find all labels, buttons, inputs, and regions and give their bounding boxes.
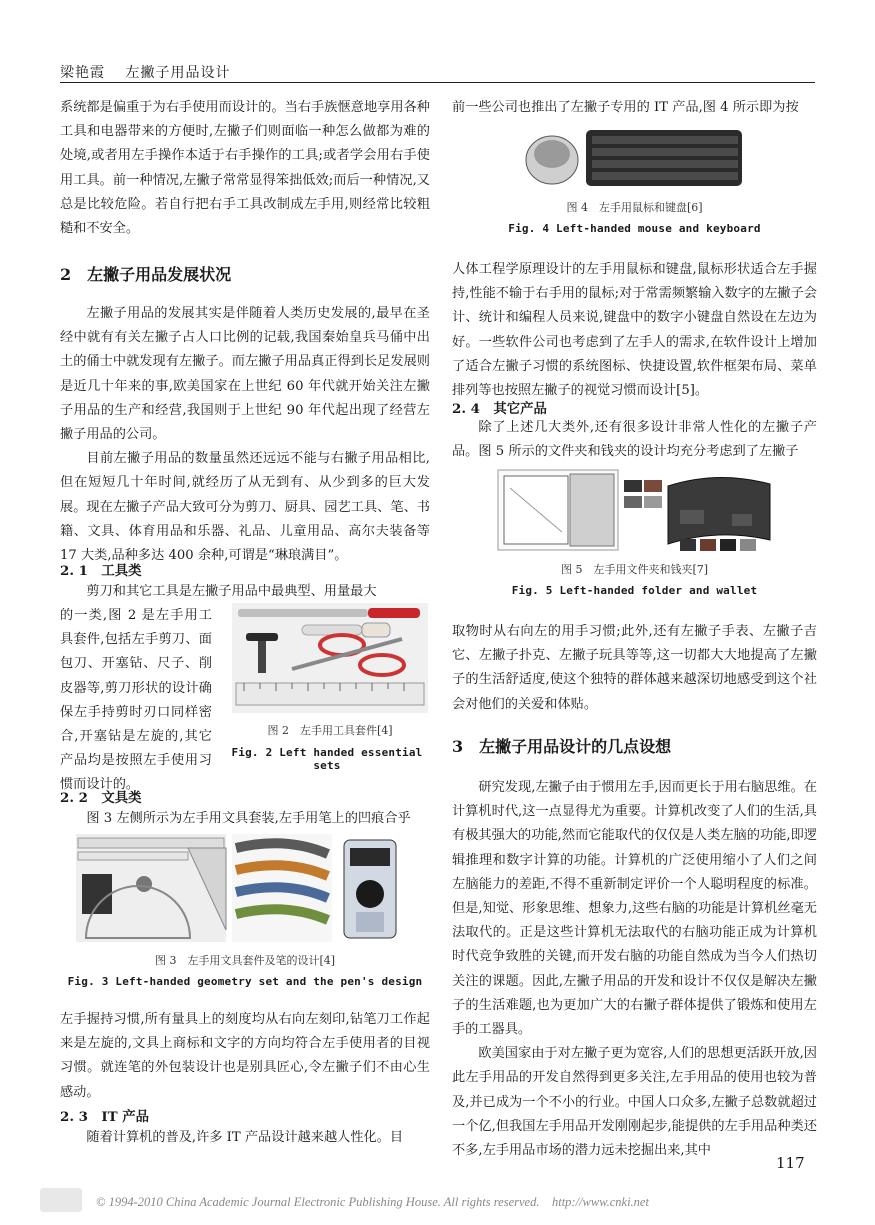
figure-5-caption-cn: 图 5 左手用文件夹和钱夹[7] xyxy=(560,563,709,576)
paragraph: 随着计算机的普及,许多 IT 产品设计越来越人性化。目 xyxy=(86,1130,404,1145)
figure-4-image xyxy=(524,126,746,190)
subsection-heading-2-3: 2. 3 IT 产品 xyxy=(60,1109,150,1125)
figure-2-caption-cn: 图 2 左手用工具套件[4] xyxy=(267,724,393,737)
left-handed-mouse-keyboard-illustration xyxy=(524,126,746,190)
running-header xyxy=(60,62,230,82)
paragraph xyxy=(60,580,430,604)
paragraph: 左手握持习惯,所有量具上的刻度均从右向左刻印,钻笔刀工作起来是左旋的,文具上商标和文字的方向均符合左手使用者的目视习惯。就连笔的外包装设计也是别具匠心,令左撇子们不由心生感动。 xyxy=(60,1012,430,1100)
page-number: 117 xyxy=(776,1154,805,1172)
figure-5-caption-en: Fig. 5 Left-handed folder and wallet xyxy=(511,584,758,597)
paragraph: 目前左撇子用品的数量虽然还远远不能与右撇子用品相比,但在短短几十年时间,就经历了从无到有、从少到多的巨大发展。现在左撇子产品大致可分为剪刀、厨具、园艺工具、笔、书籍、文具、体育用品和乐器、礼品、儿童用品、高尔夫装备等 17 大类,品种多达 400 余种,可谓是“琳琅满目”。 xyxy=(60,451,430,564)
paragraph: 左撇子用品的发展其实是伴随着人类历史发展的,最早在圣经中就有有关左撇子占人口比例的记载,我国秦始皇兵马俑中出土的俑士中就发现有左撇子。而左撇子用品真正得到长足发展则是近几十年来的事,欧美国家在上世纪 60 年代就开始关注左撇子用品的生产和经营,我国则于上世纪 90 年代起出现了经营左撇子用品的公司。 xyxy=(60,306,430,443)
figure-3-image xyxy=(76,834,414,942)
wallet-swatches xyxy=(680,536,780,550)
header-rule xyxy=(60,82,815,83)
header-author: 梁艳霞 xyxy=(60,65,105,81)
subsection-heading-2-2: 2. 2 文具类 xyxy=(60,790,142,806)
figure-2-caption-en: Fig. 2 Left handed essential sets xyxy=(231,746,423,772)
header-title: 左撇子用品设计 xyxy=(125,65,231,81)
subsection-heading-2-4: 2. 4 其它产品 xyxy=(452,401,547,417)
figure-3-caption-cn: 图 3 左手用文具套件及笔的设计[4] xyxy=(154,954,336,967)
paragraph: 人体工程学原理设计的左手用鼠标和键盘,鼠标形状适合左手握持,性能不输于右手用的鼠标;对于常需频繁输入数字的左撇子会计、统计和编程人员来说,键盘中的数字小键盘自然设在左边为好。一些软件公司也考虑到了左手人的需求,在软件设计上增加了适合左撇子习惯的系统图标、快捷设置,软件框架布局、菜单排列等也按照左撇子的视觉习惯而设计[5]。 xyxy=(452,262,817,399)
paragraph: 系统都是偏重于为右手使用而设计的。当右手族惬意地享用各种工具和电器带来的方便时,左撇子们则面临一种怎么做都为难的处境,或者用左手操作本适于右手操作的工具;或者学会用右手使用工具。前一种情况,左撇子常常显得笨拙低效;而后一种情况,又总是比较危险。若自行把右手工具改制成左手用,则经常比较粗糙和不安全。 xyxy=(60,100,430,237)
paragraph-wrap: 的一类,图 2 是左手用工具套件,包括左手剪刀、面包刀、开塞钻、尺子、削皮器等,剪刀形状的设计确保左手持剪时刃口同样密合,开塞钻是左旋的,其它产品均是按照左手使用习惯而设计的。 xyxy=(60,608,212,793)
paragraph: 图 3 左侧所示为左手用文具套装,左手用笔上的凹痕合乎 xyxy=(86,811,411,826)
paragraph-firstline: 剪刀和其它工具是左撇子用品中最典型、用量最大 xyxy=(86,584,377,599)
paragraph: 取物时从右向左的用手习惯;此外,还有左撇子手表、左撇子吉它、左撇子扑克、左撇子玩具等等,这一切都大大地提高了左撇子的生活舒适度,使这个独特的群体越来越深切地感受到这个社会对他们的关爱和体贴。 xyxy=(452,624,817,712)
figure-4-caption-en: Fig. 4 Left-handed mouse and keyboard xyxy=(508,222,761,235)
left-column xyxy=(60,96,430,241)
section-heading-2: 2 左撇子用品发展状况 xyxy=(60,265,232,284)
left-handed-tools-illustration xyxy=(232,603,428,713)
left-handed-stationery-illustration xyxy=(76,834,414,942)
paragraph: 欧美国家由于对左撇子更为宽容,人们的思想更活跃开放,因此左手用品的开发自然得到更多关注,左手用品的使用也较为普及,并已成为一个不小的行业。中国人口众多,左撇子总数就超过一个亿,但我国左手用品开发刚刚起步,能提供的左手用品种类还不多,左手用品市场的潜力远未挖掘出来,其中 xyxy=(452,1046,817,1159)
paragraph: 除了上述几大类外,还有很多设计非常人性化的左撇子产品。图 5 所示的文件夹和钱夹的设计均充分考虑到了左撇子 xyxy=(452,420,817,460)
section-heading-3: 3 左撇子用品设计的几点设想 xyxy=(452,737,672,756)
copyright-footer: © 1994-2010 China Academic Journal Electronic Publishing House. All rights reserved. http://www.cnki.net xyxy=(96,1195,649,1209)
figure-4-caption-cn: 图 4 左手用鼠标和键盘[6] xyxy=(566,201,703,214)
cnki-logo-icon xyxy=(40,1188,82,1212)
paragraph: 前一些公司也推出了左撇子专用的 IT 产品,图 4 所示即为按 xyxy=(452,100,799,115)
figure-3-caption-en: Fig. 3 Left-handed geometry set and the pen's design xyxy=(67,975,423,988)
figure-2-image xyxy=(232,603,428,713)
subsection-heading-2-1: 2. 1 工具类 xyxy=(60,563,142,579)
paragraph: 研究发现,左撇子由于惯用左手,因而更长于用右脑思维。在计算机时代,这一点显得尤为重要。计算机改变了人们的生活,具有极其强大的功能,然而它能取代的仅仅是人类左脑的功能,即逻辑推理和数字计算的功能。计算机的广泛使用缩小了人们之间左脑能力的差距,不得不重新制定评价一个人聪明程度的标准。但是,知觉、形象思维、想象力,这些右脑的功能是计算机丝毫无法取代的。正是这些计算机无法取代的右脑功能正成为计算机时代竞争致胜的关键,而开发右脑的功能自然成为当今人们热切关注的课题。因此,左撇子用品的开发和设计不仅仅是解决左撇子的生活难题,也为更加广大的右撇子群体提供了锻炼和使用左手的工器具。 xyxy=(452,780,817,1038)
